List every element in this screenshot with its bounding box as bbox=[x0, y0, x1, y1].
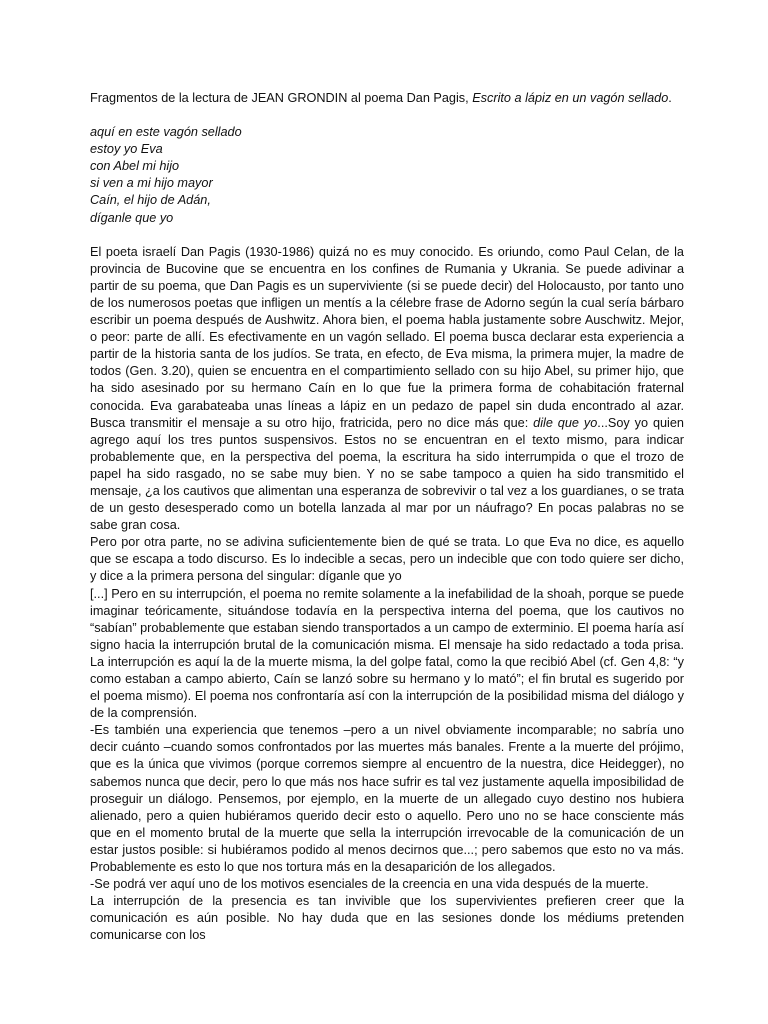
poem-line: estoy yo Eva bbox=[90, 142, 163, 157]
quoted-phrase: dile que yo bbox=[533, 415, 598, 430]
poem-line: con Abel mi hijo bbox=[90, 159, 180, 174]
paragraph-3: [...] Pero en su interrupción, el poema no remite solamente a la inefabilidad de la shoah, porque se puede imaginar teóricamente, situándose todavía en la perspectiva interna del poema, que los cautivos no “sabían” probablemente que estaban siendo transportados a un campo de exterminio. El poema haría así signo hacia la interrupción brutal de la comunicación misma. El mensaje ha sido redactado a toda prisa. La interrupción es aquí la de la muerte misma, la del golpe fatal, como la que recibió Abel (cf. Gen 4,8: “y como estaban a campo abierto, Caín se lanzó sobre su hermano y lo mató”; el fin brutal es sugerido por el poema mismo). El poema nos confrontaría así con la interrupción de la posibilidad misma del diálogo y de la comprensión. bbox=[90, 586, 684, 721]
document-page bbox=[90, 90, 684, 945]
title-prefix: Fragmentos de la lectura de JEAN GRONDIN al poema Dan Pagis, bbox=[90, 91, 473, 105]
paragraph-intro-rest: ...Soy yo quien agrego aquí los tres puntos suspensivos. Estos no se encuentran en el texto mismo, para indicar probablemente que, en la perspectiva del poema, la escritura ha sido interrumpida o que el trozo de papel ha sido rasgado, no se sabe muy bien. Y no se sabe tampoco a quien ha sido transmitido el mensaje, ¿a los cautivos que alimentan una esperanza de sobrevivir o tal vez a los guardianes, o se trata de un gesto desesperado como un botella lanzada al mar por un náufrago? En pocas palabras no se sabe gran cosa. bbox=[90, 415, 684, 533]
paragraph-intro-text: El poeta israelí Dan Pagis (1930-1986) quizá no es muy conocido. Es oriundo, como Paul Celan, de la provincia de Bucovine que se encuentra en los confines de Rumania y Ukrania. Se puede adivinar a partir de su poema, que Dan Pagis es un superviviente (si se puede decir) del Holocausto, por tanto uno de los numerosos poetas que infligen un mentís a la célebre frase de Adorno según la cual sería bárbaro escribir un poema después de Aushwitz. Ahora bien, el poema habla justamente sobre Auschwitz. Mejor, o peor: parte de allí. Es efectivamente en un vagón sellado. El poema busca declarar esta experiencia a partir de la historia santa de los judíos. Se trata, en efecto, de Eva misma, la primera mujer, la madre de todos (Gen. 3.20), quien se encuentra en el compartimiento sellado con su hijo Abel, su primer hijo, que ha sido asesinado por su hermano Caín en lo que fue la primera forma de cohabitación fraternal conocida. Eva garabateaba unas líneas a lápiz en un pedazo de papel sin duda encontrado al azar. Busca transmitir el mensaje a su otro hijo, fratricida, pero no dice más que: bbox=[90, 244, 684, 430]
title-suffix: . bbox=[668, 91, 672, 105]
poem bbox=[90, 124, 684, 227]
paragraph-4: -Es también una experiencia que tenemos –pero a un nivel obviamente incomparable; no sabría uno decir cuánto –cuando somos confrontados por las muertes más banales. Frente a la muerte del prójimo, que es la única que vivimos (porque corremos siempre al encuentro de la nuestra, dice Heidegger), no sabemos nunca que decir, pero lo que más nos hace sufrir es tal vez justamente aquella imposibilidad de proseguir un diálogo. Pensemos, por ejemplo, en la muerte de un allegado cuyo destino nos hubiera alienado, pero a quien hubiéramos querido decir esto o aquello. Pero uno no se hace consciente más que en el momento brutal de la muerte que sella la interrupción irrevocable de la comunicación de un estar justos posible: si hubiéramos podido al menos decirnos que...; pero sabemos que esto no va más. Probablemente es esto lo que nos tortura más en la desaparición de los allegados. bbox=[90, 723, 684, 875]
paragraph-5: -Se podrá ver aquí uno de los motivos esenciales de la creencia en una vida después de la muerte. bbox=[90, 877, 649, 892]
poem-line: díganle que yo bbox=[90, 210, 174, 225]
paragraph-intro bbox=[90, 244, 684, 535]
paragraph-2: Pero por otra parte, no se adivina suficientemente bien de qué se trata. Lo que Eva no dice, es aquello que se escapa a todo discurso. Es lo indecible a secas, pero un indecible que con todo quiere ser dicho, y dice a la primera persona del singular: díganle que yo bbox=[90, 535, 684, 584]
paragraph-6: La interrupción de la presencia es tan invivible que los supervivientes prefieren creer que la comunicación es aún posible. No hay duda que en las sesiones donde los médiums pretenden comunicarse con los bbox=[90, 894, 684, 943]
title-work: Escrito a lápiz en un vagón sellado bbox=[472, 91, 669, 105]
poem-line: Caín, el hijo de Adán, bbox=[90, 193, 211, 208]
document-title bbox=[90, 90, 684, 107]
poem-line: aquí en este vagón sellado bbox=[90, 125, 242, 140]
poem-line: si ven a mi hijo mayor bbox=[90, 176, 213, 191]
